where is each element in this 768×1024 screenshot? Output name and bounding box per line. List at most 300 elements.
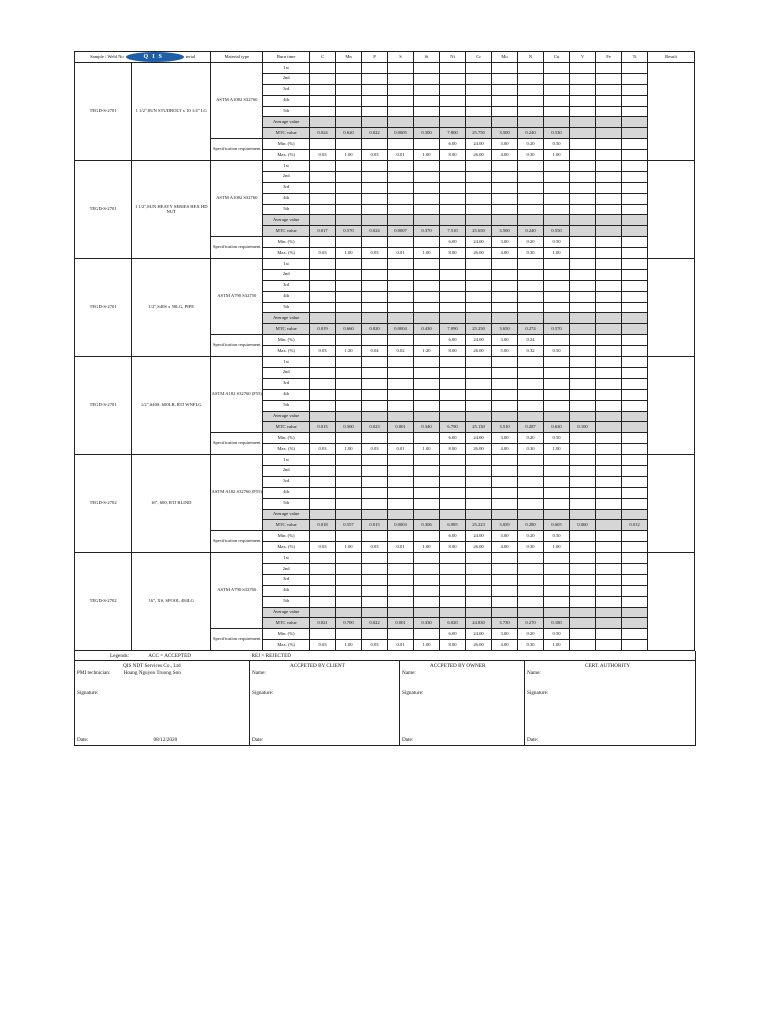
technician-label: PMI technician:	[77, 670, 111, 677]
cell-cu	[544, 106, 570, 117]
cell-cr	[466, 302, 492, 313]
cell-s	[388, 193, 414, 204]
cell-cu	[544, 171, 570, 182]
cell-cu: 1.00	[544, 248, 570, 259]
cell-mn	[336, 433, 362, 444]
cell-ni: 6.00	[440, 139, 466, 150]
authority-date-label: Date:	[527, 737, 539, 744]
owner-title: ACCPETED BY OWNER	[430, 663, 486, 670]
cell-ni	[440, 117, 466, 128]
cell-si	[414, 193, 440, 204]
cell-mo: 4.00	[492, 542, 518, 553]
cell-ni: 8.00	[440, 444, 466, 455]
cell-c	[310, 335, 336, 346]
cell-v	[570, 509, 596, 520]
cell-c	[310, 193, 336, 204]
cell-n	[518, 487, 544, 498]
cell-v	[570, 346, 596, 357]
cell-fe	[596, 531, 622, 542]
cell-mn	[336, 378, 362, 389]
cell-n	[518, 455, 544, 466]
cell-fe	[596, 378, 622, 389]
cell-mn	[336, 335, 362, 346]
cell-s	[388, 215, 414, 226]
cell-s	[388, 400, 414, 411]
cell-cr	[466, 117, 492, 128]
cell-cr: 25.130	[466, 422, 492, 433]
cell-fe	[596, 476, 622, 487]
cell-p	[362, 313, 388, 324]
cell-si	[414, 139, 440, 150]
cell-n	[518, 193, 544, 204]
cell-si	[414, 389, 440, 400]
cell-si	[414, 171, 440, 182]
cell-mn	[336, 161, 362, 172]
cell-n	[518, 465, 544, 476]
cell-cu	[544, 280, 570, 291]
cell-ti	[622, 346, 648, 357]
cell-cu: 0.180	[544, 618, 570, 629]
row-label: 1st	[263, 455, 310, 466]
row-label: MTC value	[263, 128, 310, 139]
row-label: Max. (%)	[263, 542, 310, 553]
cell-mn	[336, 313, 362, 324]
cell-mn: 0.660	[336, 324, 362, 335]
cell-p: 0.03	[362, 150, 388, 161]
cell-si	[414, 182, 440, 193]
result-cell	[648, 553, 695, 651]
row-label: 5th	[263, 106, 310, 117]
cell-cr: 26.00	[466, 248, 492, 259]
cell-v	[570, 444, 596, 455]
cell-ni: 6.00	[440, 433, 466, 444]
cell-fe	[596, 520, 622, 531]
cell-ti	[622, 585, 648, 596]
cell-v	[570, 433, 596, 444]
cell-v	[570, 542, 596, 553]
cell-c: 0.024	[310, 128, 336, 139]
row-label: 5th	[263, 204, 310, 215]
cell-c: 0.03	[310, 248, 336, 259]
cell-fe	[596, 509, 622, 520]
cell-ti	[622, 269, 648, 280]
cell-mo: 3.839	[492, 520, 518, 531]
cell-n: 0.30	[518, 248, 544, 259]
cell-n: 0.20	[518, 531, 544, 542]
cell-cu	[544, 378, 570, 389]
cell-n	[518, 400, 544, 411]
cell-ni	[440, 553, 466, 564]
cell-fe	[596, 171, 622, 182]
cell-v	[570, 269, 596, 280]
cell-v	[570, 95, 596, 106]
cell-cr	[466, 487, 492, 498]
sample-header: Sample / Weld No	[90, 53, 124, 59]
material-type: ASTM A1082 S32760	[211, 161, 263, 237]
cell-n: 0.30	[518, 444, 544, 455]
cell-si: 1.00	[414, 150, 440, 161]
cell-c	[310, 73, 336, 84]
cell-cu	[544, 487, 570, 498]
cell-cu	[544, 596, 570, 607]
cell-ti	[622, 63, 648, 74]
cell-cu	[544, 95, 570, 106]
cell-ni	[440, 357, 466, 368]
cell-n: 0.30	[518, 542, 544, 553]
cell-n	[518, 313, 544, 324]
cell-s	[388, 498, 414, 509]
cell-si	[414, 531, 440, 542]
cell-cu	[544, 389, 570, 400]
cell-mo	[492, 259, 518, 270]
cell-c	[310, 161, 336, 172]
cell-ni	[440, 106, 466, 117]
cell-mo	[492, 63, 518, 74]
cell-mn	[336, 259, 362, 270]
cell-n	[518, 63, 544, 74]
cell-ni	[440, 509, 466, 520]
cell-ti	[622, 509, 648, 520]
cell-ti	[622, 280, 648, 291]
cell-s: 0.001	[388, 618, 414, 629]
cell-ni	[440, 455, 466, 466]
cell-cr	[466, 259, 492, 270]
cell-mo: 3.00	[492, 335, 518, 346]
cell-mo	[492, 73, 518, 84]
cell-cr	[466, 455, 492, 466]
cell-si	[414, 563, 440, 574]
cell-si: 0.430	[414, 324, 440, 335]
cell-v	[570, 411, 596, 422]
cell-cr: 26.00	[466, 444, 492, 455]
cell-s: 0.01	[388, 150, 414, 161]
material-description: 1 1/2",8UN STUDBOLT x 10 1/4" LG	[132, 63, 211, 161]
cell-ni	[440, 400, 466, 411]
cell-s	[388, 476, 414, 487]
cell-mo: 4.00	[492, 248, 518, 259]
cell-cr	[466, 476, 492, 487]
cell-cr: 24.00	[466, 629, 492, 640]
cell-fe	[596, 357, 622, 368]
cell-cu: 0.50	[544, 346, 570, 357]
cell-cu: 0.50	[544, 629, 570, 640]
cell-ti	[622, 553, 648, 564]
pmi-body	[75, 63, 695, 651]
cell-v: 0.100	[570, 422, 596, 433]
cell-mn	[336, 455, 362, 466]
cell-p	[362, 193, 388, 204]
cell-p	[362, 117, 388, 128]
cell-mo	[492, 400, 518, 411]
row-label: Average value	[263, 509, 310, 520]
cell-cu	[544, 455, 570, 466]
cell-v	[570, 182, 596, 193]
cell-v	[570, 498, 596, 509]
owner-name-label: Name:	[402, 670, 416, 677]
cell-s	[388, 389, 414, 400]
cell-p	[362, 335, 388, 346]
cell-mn	[336, 269, 362, 280]
cell-ti	[622, 618, 648, 629]
cell-cu: 0.50	[544, 531, 570, 542]
cell-fe	[596, 313, 622, 324]
cell-cr: 25.223	[466, 520, 492, 531]
cell-ti	[622, 128, 648, 139]
table-row	[75, 259, 695, 270]
cell-s	[388, 455, 414, 466]
cell-p	[362, 400, 388, 411]
cell-si	[414, 553, 440, 564]
cell-ti	[622, 433, 648, 444]
cell-ti	[622, 302, 648, 313]
cell-p: 0.015	[362, 520, 388, 531]
cell-mn: 1.00	[336, 150, 362, 161]
cell-mn: 1.20	[336, 346, 362, 357]
cell-cr: 25.750	[466, 128, 492, 139]
cell-c	[310, 455, 336, 466]
cell-cr: 24.00	[466, 433, 492, 444]
cell-cu	[544, 259, 570, 270]
row-label: 2nd	[263, 465, 310, 476]
cell-c	[310, 357, 336, 368]
cell-mo: 3.510	[492, 422, 518, 433]
cell-c	[310, 378, 336, 389]
cell-si	[414, 629, 440, 640]
cell-fe	[596, 433, 622, 444]
cell-ti	[622, 139, 648, 150]
cell-c: 0.019	[310, 324, 336, 335]
cell-fe	[596, 63, 622, 74]
cell-cr	[466, 574, 492, 585]
cell-ti	[622, 422, 648, 433]
cell-s: 0.0003	[388, 520, 414, 531]
cell-s	[388, 117, 414, 128]
cell-p	[362, 259, 388, 270]
cell-c	[310, 465, 336, 476]
cell-mo: 3.650	[492, 324, 518, 335]
cell-fe	[596, 117, 622, 128]
cell-si: 1.00	[414, 542, 440, 553]
cell-n	[518, 389, 544, 400]
cell-v	[570, 259, 596, 270]
authority-title: CERT. AUTHORITY	[585, 663, 631, 670]
cell-cu	[544, 84, 570, 95]
cell-s	[388, 607, 414, 618]
cell-n: 0.270	[518, 618, 544, 629]
cell-cr	[466, 553, 492, 564]
element-header-p: P	[362, 52, 388, 63]
specification-requirement: Specification requirement	[211, 531, 263, 553]
row-label: MTC value	[263, 324, 310, 335]
cell-mn: 0.700	[336, 618, 362, 629]
row-label: Min. (%)	[263, 139, 310, 150]
cell-s	[388, 139, 414, 150]
cell-ni	[440, 215, 466, 226]
cell-fe	[596, 367, 622, 378]
cell-p: 0.023	[362, 422, 388, 433]
cell-c	[310, 280, 336, 291]
cell-fe	[596, 302, 622, 313]
cell-ti	[622, 106, 648, 117]
row-label: 3rd	[263, 280, 310, 291]
technician-signature-label: Signature:	[77, 690, 99, 697]
cell-v	[570, 171, 596, 182]
cell-cr	[466, 182, 492, 193]
cell-cr	[466, 63, 492, 74]
row-label: 2nd	[263, 269, 310, 280]
cell-n: 0.287	[518, 422, 544, 433]
cell-c	[310, 95, 336, 106]
cell-si: 0.300	[414, 128, 440, 139]
cell-n	[518, 204, 544, 215]
cell-c	[310, 63, 336, 74]
cell-mn	[336, 531, 362, 542]
cell-si	[414, 400, 440, 411]
cell-s	[388, 553, 414, 564]
cell-n: 0.20	[518, 237, 544, 248]
cell-mo	[492, 193, 518, 204]
cell-cu	[544, 476, 570, 487]
cell-cr	[466, 193, 492, 204]
row-label: Min. (%)	[263, 237, 310, 248]
cell-fe	[596, 411, 622, 422]
cell-c	[310, 596, 336, 607]
cell-cr	[466, 378, 492, 389]
cell-v	[570, 563, 596, 574]
cell-mo	[492, 607, 518, 618]
pmi-results-table	[74, 51, 695, 651]
cell-si	[414, 313, 440, 324]
cell-p	[362, 607, 388, 618]
cell-mo: 4.00	[492, 444, 518, 455]
cell-mn	[336, 629, 362, 640]
cell-ti	[622, 73, 648, 84]
cell-mn: 0.500	[336, 422, 362, 433]
cell-ni	[440, 585, 466, 596]
cell-p: 0.03	[362, 640, 388, 651]
cell-fe	[596, 465, 622, 476]
cell-s: 0.0007	[388, 226, 414, 237]
cell-v	[570, 367, 596, 378]
cell-fe	[596, 106, 622, 117]
cell-ti	[622, 193, 648, 204]
cell-ni: 6.790	[440, 422, 466, 433]
cell-si	[414, 509, 440, 520]
cell-cu	[544, 291, 570, 302]
cell-mo	[492, 411, 518, 422]
cell-si	[414, 574, 440, 585]
cell-si	[414, 487, 440, 498]
cell-p: 0.022	[362, 128, 388, 139]
cell-v	[570, 629, 596, 640]
footer-block	[74, 651, 696, 746]
signature-block	[75, 661, 696, 746]
cell-n	[518, 498, 544, 509]
sample-id: TEGD-S-2701	[75, 357, 132, 455]
cell-v	[570, 106, 596, 117]
cell-n	[518, 171, 544, 182]
client-name-label: Name:	[252, 670, 266, 677]
cell-p	[362, 487, 388, 498]
cell-mn	[336, 73, 362, 84]
cell-si	[414, 84, 440, 95]
cell-v	[570, 63, 596, 74]
cell-cu	[544, 269, 570, 280]
element-header-ti: Ti	[622, 52, 648, 63]
cell-v	[570, 553, 596, 564]
cell-n	[518, 509, 544, 520]
cell-mn	[336, 596, 362, 607]
cell-cu	[544, 585, 570, 596]
cell-s	[388, 73, 414, 84]
cell-mn	[336, 106, 362, 117]
cell-ni: 7.510	[440, 226, 466, 237]
cell-s	[388, 269, 414, 280]
cell-n	[518, 84, 544, 95]
result-cell	[648, 63, 695, 161]
cell-c: 0.03	[310, 542, 336, 553]
cell-cu	[544, 411, 570, 422]
cell-s	[388, 280, 414, 291]
cell-mn	[336, 607, 362, 618]
cell-ti	[622, 150, 648, 161]
cell-cr	[466, 563, 492, 574]
cell-mn	[336, 367, 362, 378]
cell-ni	[440, 302, 466, 313]
cell-c	[310, 269, 336, 280]
cell-s	[388, 585, 414, 596]
cell-si	[414, 498, 440, 509]
cell-mo	[492, 84, 518, 95]
technician-name: Hoang Nguyen Truong Son	[123, 670, 181, 677]
element-header-cr: Cr	[466, 52, 492, 63]
cell-s	[388, 171, 414, 182]
cell-n	[518, 302, 544, 313]
row-label: MTC value	[263, 618, 310, 629]
element-header-mo: Mo	[492, 52, 518, 63]
cell-mn	[336, 204, 362, 215]
element-header-s: S	[388, 52, 414, 63]
cell-ni	[440, 161, 466, 172]
cell-ti	[622, 237, 648, 248]
cell-fe	[596, 84, 622, 95]
material-description: 16", 600, RTJ BLIND	[132, 455, 211, 553]
row-label: 3rd	[263, 574, 310, 585]
cell-p	[362, 553, 388, 564]
row-label: 3rd	[263, 378, 310, 389]
cell-p: 0.03	[362, 248, 388, 259]
cell-v	[570, 291, 596, 302]
cell-si: 1.00	[414, 248, 440, 259]
cell-ni	[440, 182, 466, 193]
cell-v	[570, 607, 596, 618]
cell-si	[414, 335, 440, 346]
cell-p	[362, 204, 388, 215]
cell-s	[388, 313, 414, 324]
cell-ni: 6.985	[440, 520, 466, 531]
cell-mn	[336, 117, 362, 128]
cell-si	[414, 476, 440, 487]
cell-ti	[622, 607, 648, 618]
row-label: 2nd	[263, 171, 310, 182]
cell-mo: 3.500	[492, 226, 518, 237]
cell-p	[362, 476, 388, 487]
cell-fe	[596, 585, 622, 596]
cell-fe	[596, 542, 622, 553]
row-label: Average value	[263, 117, 310, 128]
legend-accepted: ACC = ACCEPTED	[148, 652, 191, 659]
cell-ni	[440, 63, 466, 74]
